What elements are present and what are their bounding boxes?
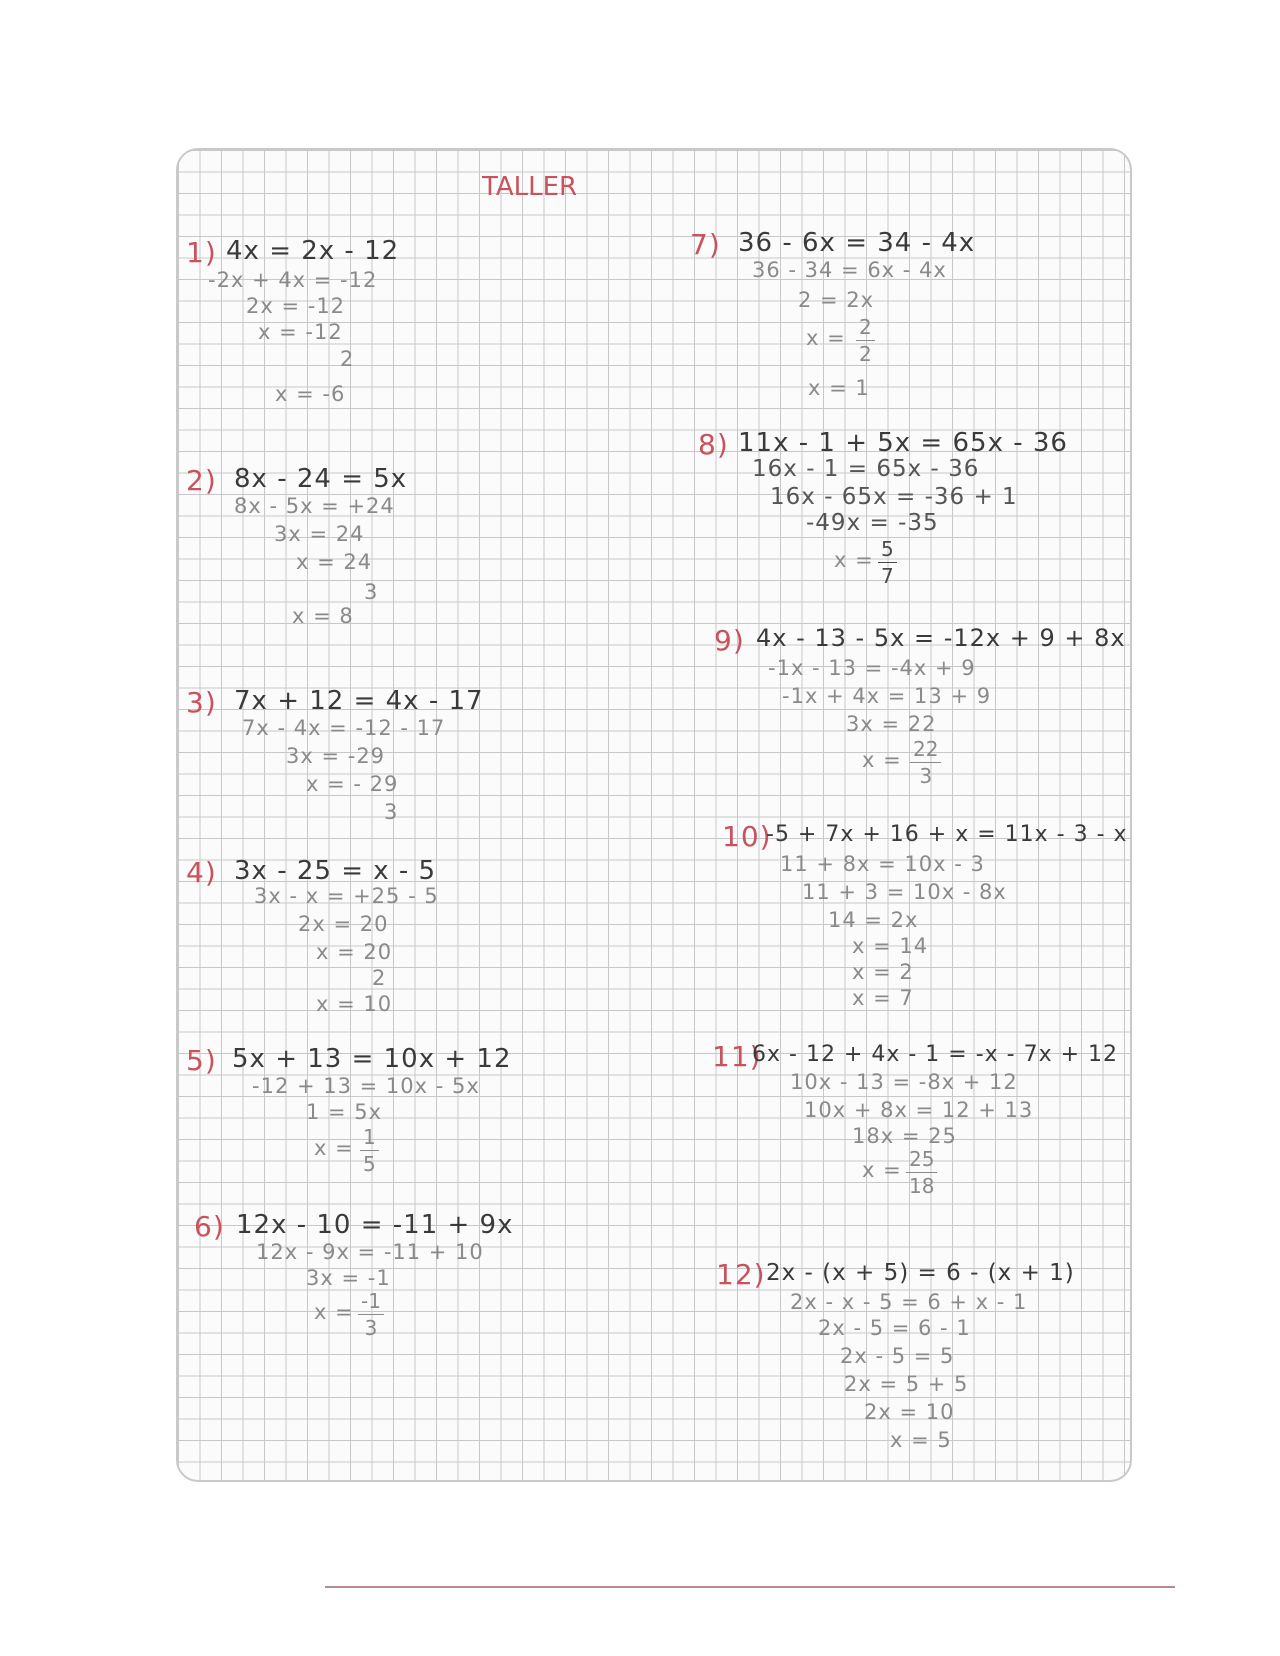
step: -12 + 13 = 10x - 5x xyxy=(252,1074,480,1098)
fraction-prefix: x = xyxy=(834,548,874,572)
fraction-prefix: x = xyxy=(314,1136,354,1160)
step: 1 = 5x xyxy=(306,1100,383,1124)
problem-equation: 6x - 12 + 4x - 1 = -x - 7x + 12 xyxy=(752,1042,1119,1067)
page-title: TALLER xyxy=(482,172,578,202)
step: x = - 29 xyxy=(306,772,399,796)
step: 16x - 1 = 65x - 36 xyxy=(752,456,980,482)
step: 14 = 2x xyxy=(828,908,919,932)
step: 3x - x = +25 - 5 xyxy=(254,884,439,908)
fraction xyxy=(856,314,875,367)
fraction-numerator: 2 xyxy=(856,314,875,341)
fraction xyxy=(910,736,941,789)
step: 2x - 5 = 6 - 1 xyxy=(818,1316,971,1340)
problem-equation: 7x + 12 = 4x - 17 xyxy=(234,686,484,716)
step: 2 = 2x xyxy=(798,288,875,312)
problem-number: 2) xyxy=(186,464,217,497)
step: 2x = 10 xyxy=(864,1400,955,1424)
fraction xyxy=(878,536,897,589)
fraction-denominator: 2 xyxy=(372,966,387,990)
problem-equation: 3x - 25 = x - 5 xyxy=(234,856,437,886)
fraction-numerator: 25 xyxy=(906,1146,937,1173)
fraction-prefix: x = xyxy=(862,1158,902,1182)
page-bottom-rule xyxy=(325,1586,1175,1588)
step: 2x - 5 = 5 xyxy=(840,1344,955,1368)
step: 10x - 13 = -8x + 12 xyxy=(790,1070,1018,1094)
step: x = 7 xyxy=(852,986,914,1010)
problem-number: 3) xyxy=(186,686,217,719)
fraction-prefix: x = xyxy=(314,1300,354,1324)
fraction-denominator: 3 xyxy=(364,1316,378,1340)
result: x = 1 xyxy=(808,376,870,400)
problem-number: 4) xyxy=(186,856,217,889)
step: 3x = -29 xyxy=(286,744,386,768)
fraction-numerator: -1 xyxy=(358,1288,384,1315)
step: 2x = 20 xyxy=(298,912,389,936)
problem-equation: 4x - 13 - 5x = -12x + 9 + 8x xyxy=(756,624,1126,652)
step: 11 + 3 = 10x - 8x xyxy=(802,880,1007,904)
fraction-denominator: 18 xyxy=(909,1174,935,1198)
fraction xyxy=(906,1146,937,1199)
step: 3x = -1 xyxy=(306,1266,391,1290)
problem-number: 1) xyxy=(186,236,217,269)
problem-equation: 36 - 6x = 34 - 4x xyxy=(738,228,976,258)
step: 18x = 25 xyxy=(852,1124,957,1148)
fraction-numerator: 5 xyxy=(878,536,897,563)
problem-equation: 8x - 24 = 5x xyxy=(234,464,408,494)
fraction-denominator: 3 xyxy=(919,764,933,788)
step: -49x = -35 xyxy=(806,510,939,536)
step: x = 20 xyxy=(316,940,393,964)
step: x = 2 xyxy=(852,960,914,984)
problem-equation: 11x - 1 + 5x = 65x - 36 xyxy=(738,428,1068,458)
step: 2x - x - 5 = 6 + x - 1 xyxy=(790,1290,1028,1314)
step: 12x - 9x = -11 + 10 xyxy=(256,1240,484,1264)
step: 36 - 34 = 6x - 4x xyxy=(752,258,947,282)
fraction-numerator: 22 xyxy=(910,736,941,763)
result: x = 8 xyxy=(292,604,354,628)
step: -2x + 4x = -12 xyxy=(208,268,378,292)
step: 10x + 8x = 12 + 13 xyxy=(804,1098,1034,1122)
problem-number: 11) xyxy=(712,1040,762,1073)
fraction-denominator: 3 xyxy=(384,800,399,824)
fraction-prefix: x = xyxy=(806,326,846,350)
problem-number: 8) xyxy=(698,428,729,461)
problem-number: 10) xyxy=(722,820,772,853)
step: 2x = 5 + 5 xyxy=(844,1372,969,1396)
step: x = 5 xyxy=(890,1428,952,1452)
step: 3x = 24 xyxy=(274,522,365,546)
fraction-denominator: 2 xyxy=(859,342,872,366)
result: x = 10 xyxy=(316,992,393,1016)
problem-equation: 12x - 10 = -11 + 9x xyxy=(236,1210,514,1240)
step: x = 14 xyxy=(852,934,929,958)
problem-number: 12) xyxy=(716,1258,766,1291)
problem-equation: -5 + 7x + 16 + x = 11x - 3 - x xyxy=(766,822,1128,847)
step: 7x - 4x = -12 - 17 xyxy=(242,716,446,740)
step: 3x = 22 xyxy=(846,712,937,736)
step: 11 + 8x = 10x - 3 xyxy=(780,852,985,876)
fraction-denominator: 5 xyxy=(363,1152,376,1176)
step: x = 24 xyxy=(296,550,373,574)
fraction xyxy=(358,1288,384,1341)
step: 16x - 65x = -36 + 1 xyxy=(770,484,1018,510)
problem-number: 6) xyxy=(194,1210,225,1243)
step: -1x + 4x = 13 + 9 xyxy=(782,684,992,708)
fraction xyxy=(360,1124,379,1177)
step: -1x - 13 = -4x + 9 xyxy=(768,656,976,680)
problem-equation: 2x - (x + 5) = 6 - (x + 1) xyxy=(766,1260,1075,1286)
step: 8x - 5x = +24 xyxy=(234,494,395,518)
problem-equation: 5x + 13 = 10x + 12 xyxy=(232,1044,512,1074)
step: x = -12 xyxy=(258,320,343,344)
result: x = -6 xyxy=(275,382,346,406)
fraction-denominator: 7 xyxy=(881,564,894,588)
fraction-prefix: x = xyxy=(862,748,902,772)
fraction-numerator: 1 xyxy=(360,1124,379,1151)
fraction-denominator: 3 xyxy=(364,580,379,604)
problem-number: 7) xyxy=(690,228,721,261)
step: 2x = -12 xyxy=(246,294,346,318)
problem-number: 5) xyxy=(186,1044,217,1077)
problem-equation: 4x = 2x - 12 xyxy=(226,236,400,266)
problem-number: 9) xyxy=(714,624,745,657)
fraction-denominator: 2 xyxy=(340,347,355,371)
